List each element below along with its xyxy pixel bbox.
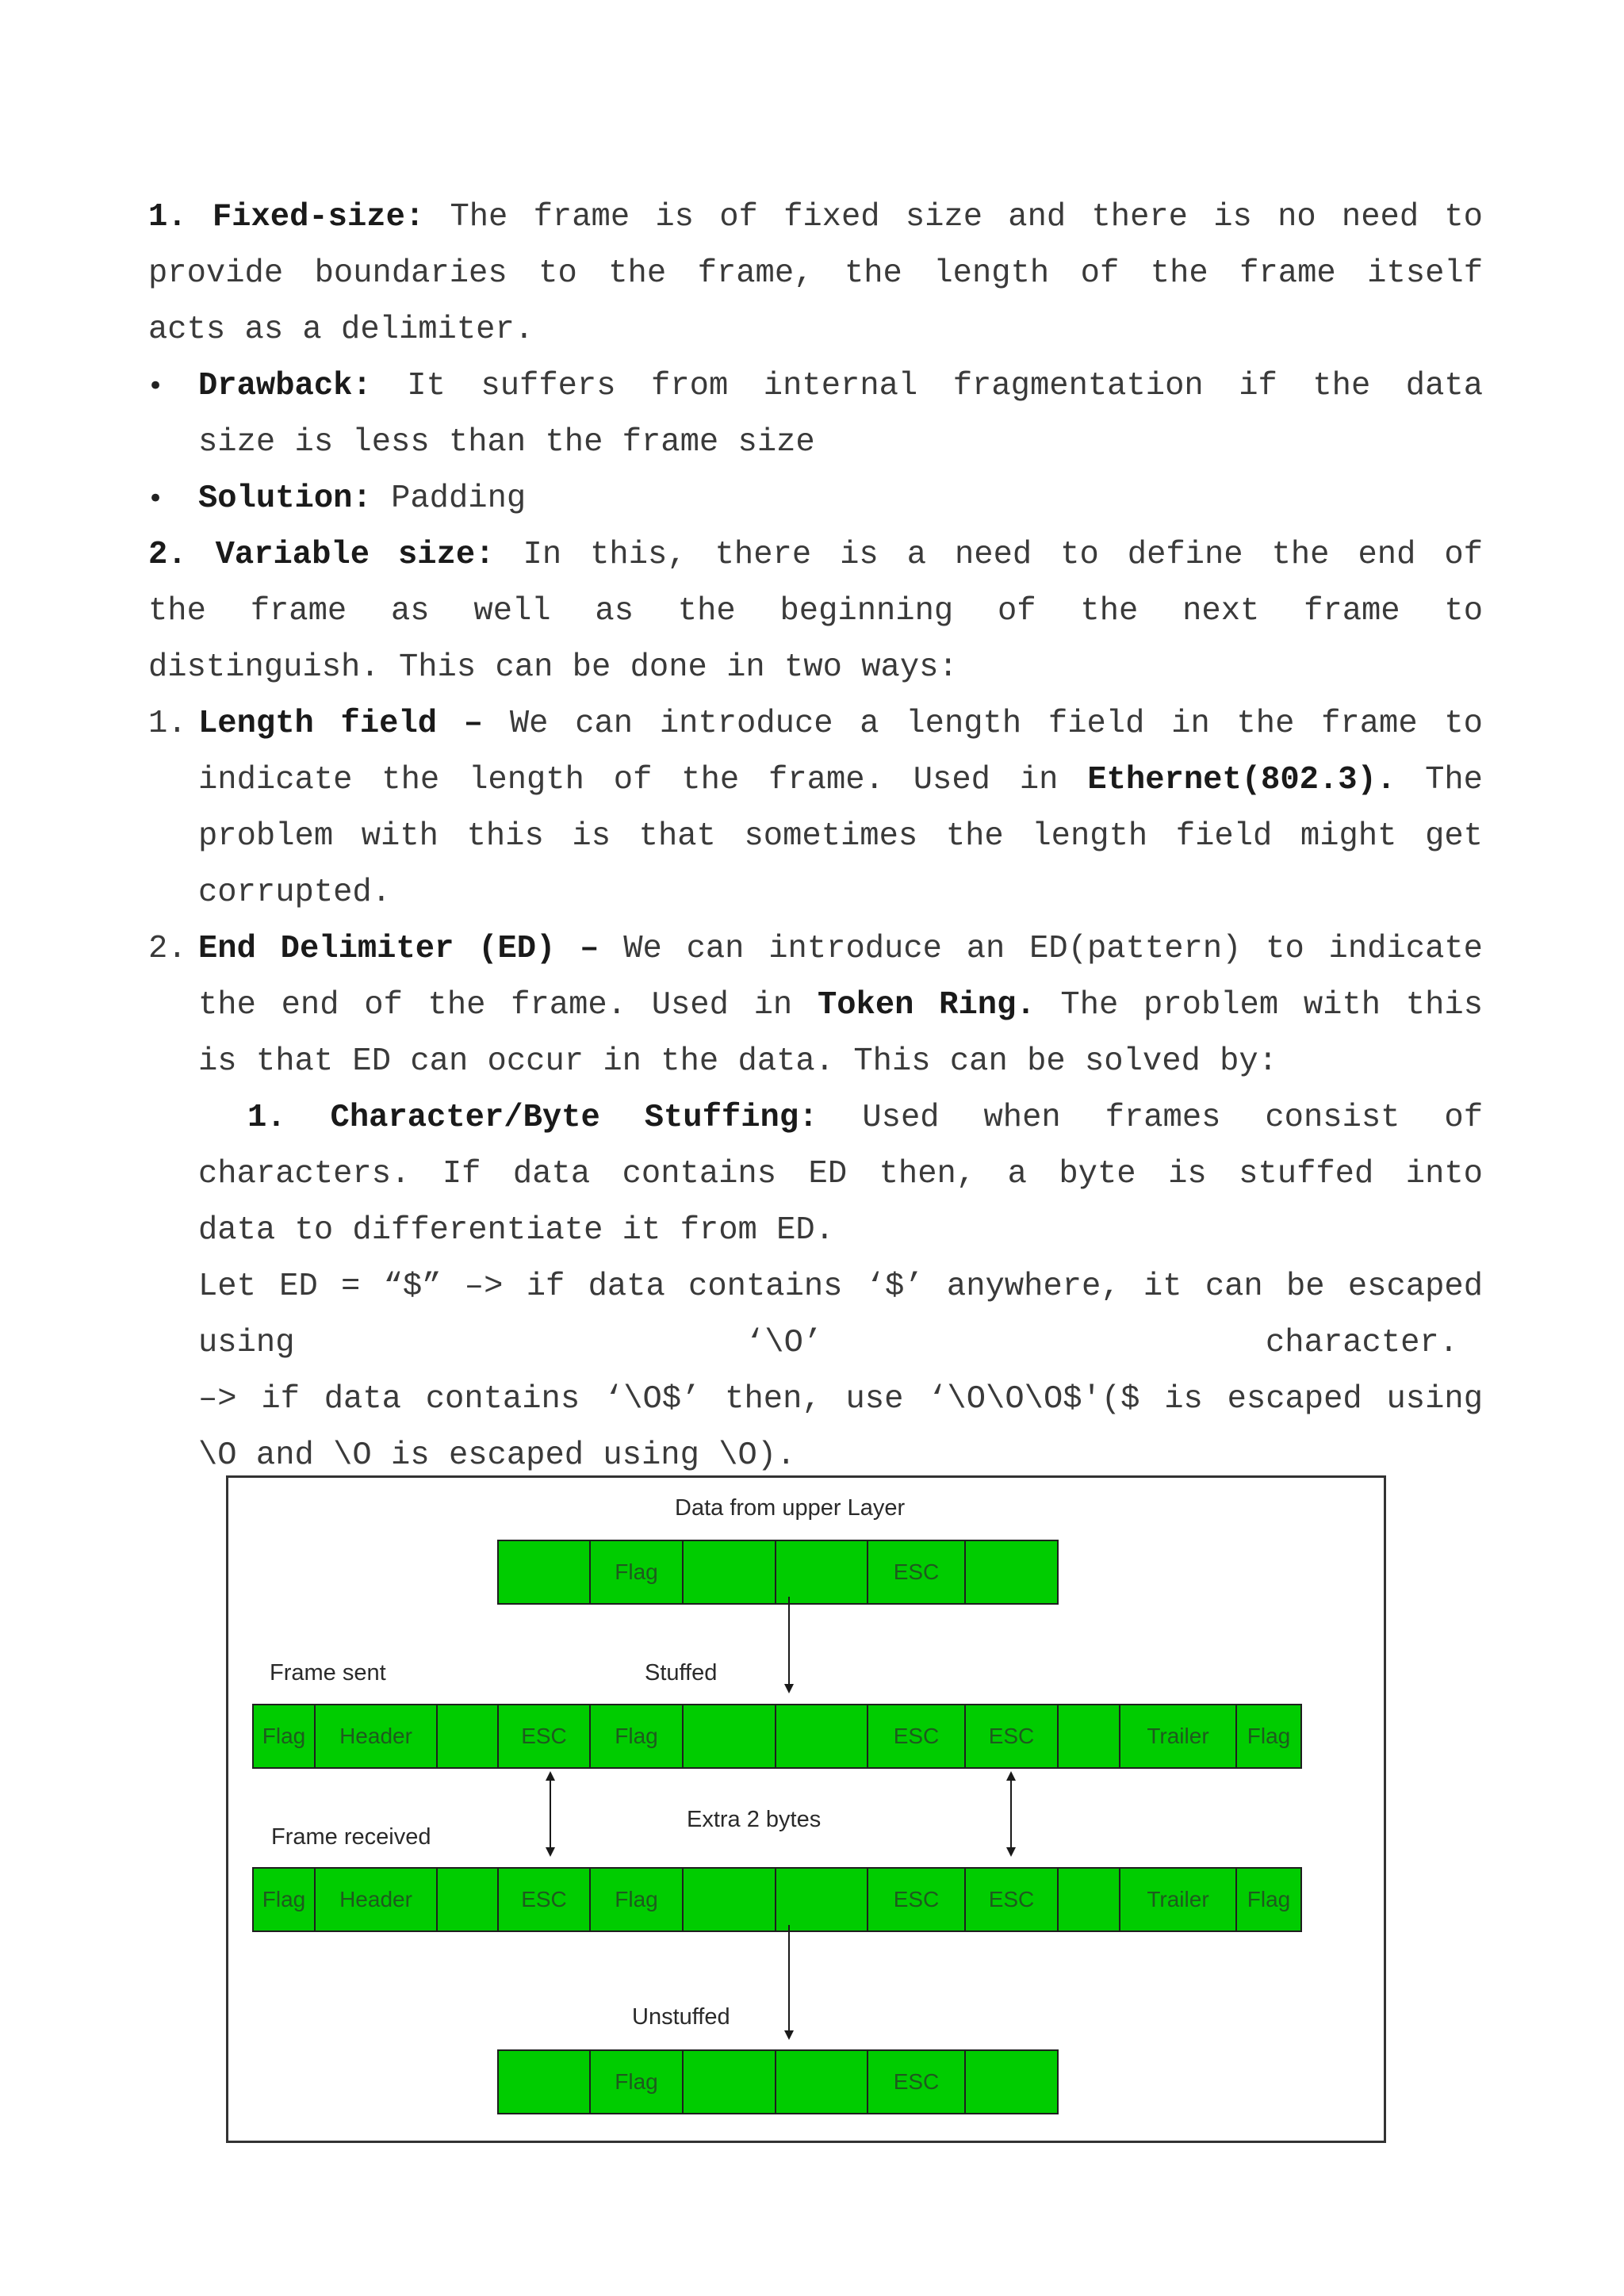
- frame-received-row-cell: Flag: [1235, 1867, 1302, 1932]
- para1-number: 1.: [148, 199, 187, 235]
- para1-line1: [148, 198, 1483, 239]
- list1-text1: We can introduce a length field in the frame to: [509, 706, 1483, 742]
- para2-text1: In this, there is a need to define the end of: [523, 537, 1483, 573]
- sub-text5-escape: ‘\O’: [745, 1325, 823, 1361]
- list2-term: End Delimiter (ED) –: [198, 931, 599, 967]
- list2-line3: [198, 1043, 1277, 1081]
- frame-received-row-cell: Trailer: [1119, 1867, 1237, 1932]
- list2-text2-pre: the end of the frame. Used in: [198, 987, 793, 1024]
- list2-text2-post: The problem with this: [1060, 987, 1483, 1024]
- frame-received-row-cell: Header: [314, 1867, 438, 1932]
- frame-received-row-cell: ESC: [964, 1867, 1059, 1932]
- sub-line5-using: [198, 1324, 295, 1362]
- bullet-dot-1: •: [147, 370, 164, 402]
- unstuffed-row-cell: Flag: [589, 2049, 684, 2114]
- list1-line4: [198, 874, 391, 912]
- frame-received-row-cell: Flag: [252, 1867, 316, 1932]
- sub-text6: –> if data contains ‘\O$’ then, use ‘\O\O\O$'($ is escaped using: [198, 1381, 1483, 1418]
- bullet1-line1: [198, 367, 1483, 408]
- frame-received-row-cell: ESC: [867, 1867, 966, 1932]
- para1-text3: acts as a delimiter.: [148, 312, 534, 348]
- sub-text7: \O and \O is escaped using \O).: [198, 1437, 796, 1474]
- sub-line2: [198, 1155, 1483, 1196]
- sub-line3: [198, 1211, 834, 1249]
- list1-line3: [198, 817, 1483, 859]
- list1-text3: problem with this is that sometimes the length field might get: [198, 818, 1483, 855]
- para2-text2: the frame as well as the beginning of the next frame to: [148, 593, 1483, 629]
- frame-sent-row-cell: Header: [314, 1704, 438, 1769]
- diagram-arrows: [228, 1478, 1384, 2141]
- frame-received-row-cell: Flag: [589, 1867, 684, 1932]
- label-frame-sent: Frame sent: [270, 1660, 386, 1686]
- unstuffed-row-cell: ESC: [867, 2049, 966, 2114]
- para2-line1: [148, 536, 1483, 577]
- sub-term: Character/Byte Stuffing:: [330, 1100, 818, 1136]
- label-stuffed: Stuffed: [645, 1660, 718, 1686]
- list1-line2: [198, 761, 1483, 802]
- sub-text5-character: character.: [1266, 1325, 1459, 1361]
- list2-token-ring: Token Ring.: [817, 987, 1036, 1024]
- para2-text3: distinguish. This can be done in two ways:: [148, 649, 958, 686]
- para2-line3: [148, 649, 958, 687]
- label-unstuffed: Unstuffed: [632, 2004, 730, 2030]
- frame-received-row-cell: ESC: [497, 1867, 591, 1932]
- bullet1-term: Drawback:: [198, 368, 372, 404]
- sub-line4: [198, 1268, 1483, 1309]
- bullet1-text1: It suffers from internal fragmentation if the data: [407, 368, 1483, 404]
- sub-text4: Let ED = “$” –> if data contains ‘$’ anywhere, it can be escaped: [198, 1269, 1483, 1305]
- sub-text1: Used when frames consist of: [862, 1100, 1483, 1136]
- para1-line3: [148, 311, 534, 349]
- list1-line1: [198, 705, 1483, 746]
- list2-text3: is that ED can occur in the data. This can be solved by:: [198, 1043, 1278, 1080]
- bullet2-term: Solution:: [198, 480, 372, 517]
- para1-text1: The frame is of fixed size and there is no need to: [450, 199, 1483, 235]
- frame-sent-row-cell: ESC: [497, 1704, 591, 1769]
- para2-number: 2.: [148, 537, 187, 573]
- bullet-dot-2: •: [147, 483, 164, 515]
- para1-text2: provide boundaries to the frame, the length of the frame itself: [148, 255, 1483, 292]
- sub-text2: characters. If data contains ED then, a byte is stuffed into: [198, 1156, 1483, 1192]
- frame-sent-row-cell: ESC: [964, 1704, 1059, 1769]
- para1-term: Fixed-size:: [212, 199, 425, 235]
- list1-text2-post: The: [1425, 762, 1483, 798]
- bullet2-line1: [198, 480, 526, 518]
- sub-number: 1.: [247, 1100, 286, 1136]
- data-row-cell: ESC: [867, 1540, 966, 1605]
- list1-text2-pre: indicate the length of the frame. Used in: [198, 762, 1059, 798]
- list2-line2: [198, 986, 1483, 1027]
- bullet1-text2: size is less than the frame size: [198, 424, 815, 461]
- sub-line1: [247, 1099, 1483, 1140]
- byte-stuffing-diagram: [226, 1475, 1386, 2143]
- list1-term: Length field –: [198, 706, 484, 742]
- list1-ethernet: Ethernet(802.3).: [1087, 762, 1396, 798]
- para2-term: Variable size:: [215, 537, 495, 573]
- list2-number: [148, 930, 187, 968]
- sub-line6: [198, 1380, 1483, 1422]
- frame-sent-row-cell: Flag: [252, 1704, 316, 1769]
- data-row-cell: Flag: [589, 1540, 684, 1605]
- frame-sent-row-cell: ESC: [867, 1704, 966, 1769]
- label-extra-2-bytes: Extra 2 bytes: [687, 1807, 822, 1832]
- list2-number-text: 2.: [148, 931, 187, 967]
- bullet1-line2: [198, 423, 815, 461]
- list2-text1: We can introduce an ED(pattern) to indicate: [623, 931, 1483, 967]
- list1-number: [148, 705, 187, 743]
- frame-sent-row-cell: Flag: [1235, 1704, 1302, 1769]
- list1-number-text: 1.: [148, 706, 187, 742]
- list1-text4: corrupted.: [198, 874, 392, 911]
- sub-line5-escape: [745, 1324, 822, 1362]
- frame-sent-row-cell: Trailer: [1119, 1704, 1237, 1769]
- label-data-upper-layer: Data from upper Layer: [675, 1495, 906, 1521]
- list2-line1: [198, 930, 1483, 971]
- frame-sent-row-cell: Flag: [589, 1704, 684, 1769]
- sub-text5-using: using: [198, 1325, 295, 1361]
- sub-text3: data to differentiate it from ED.: [198, 1212, 835, 1249]
- sub-line5-character: [1266, 1324, 1458, 1362]
- label-frame-received: Frame received: [271, 1824, 431, 1850]
- sub-line7: [198, 1437, 795, 1475]
- bullet2-text1: Padding: [391, 480, 527, 517]
- para2-line2: [148, 592, 1483, 633]
- para1-line2: [148, 254, 1483, 296]
